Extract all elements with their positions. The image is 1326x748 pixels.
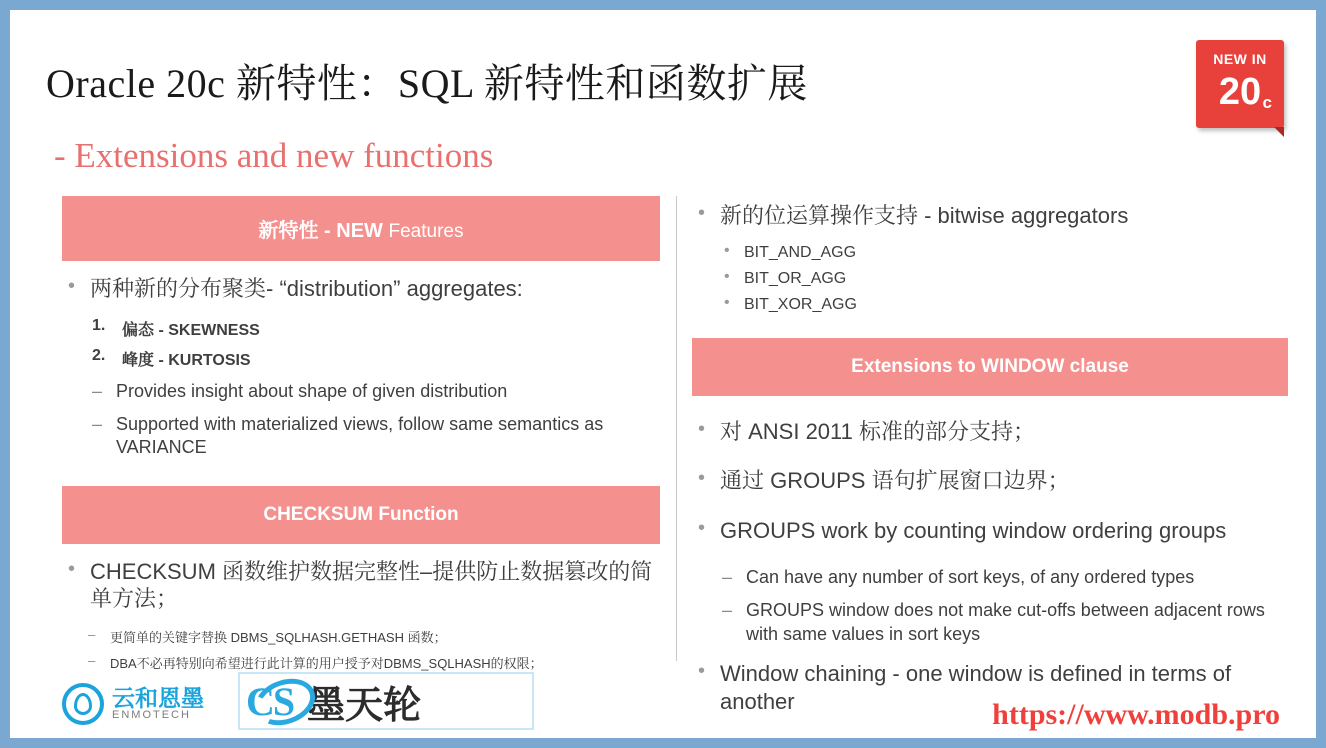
left-bullet-list [62, 275, 662, 303]
list-item: – GROUPS window does not make cut-offs between adjacent rows with same values in sort keys [722, 599, 1288, 646]
badge-fold-corner [1274, 127, 1284, 137]
list-item: – Supported with materialized views, follow same semantics as VARIANCE [92, 413, 662, 460]
list-item: – Provides insight about shape of given distribution [92, 380, 662, 403]
list-item: – 更简单的关键字替换 DBMS_SQLHASH.GETHASH 函数； [88, 627, 662, 646]
banner-window-extensions: Extensions to WINDOW clause [692, 338, 1288, 396]
list-item: • CHECKSUM 函数维护数据完整性–提供防止数据篡改的简单方法； [62, 558, 662, 613]
modb-logo-cs [246, 678, 293, 725]
banner-new-features-cn: 新特性 - NEW [258, 220, 389, 242]
modb-logo-cs-text: CS [246, 678, 294, 724]
banner-checksum-function: CHECKSUM Function [62, 486, 660, 544]
list-item: • Window chaining - one window is defined in terms of another [692, 660, 1288, 715]
right-column [692, 188, 1288, 729]
window-bullet-list [692, 418, 1288, 545]
page-subtitle: - Extensions and new functions [54, 136, 494, 175]
distribution-numbered-list [62, 317, 662, 370]
page-title: Oracle 20c 新特性：SQL 新特性和函数扩展 [46, 61, 808, 106]
list-item: – DBA不必再特别向希望进行此计算的用户授予对DBMS_SQLHASH的权限； [88, 653, 662, 672]
list-item: • BIT_OR_AGG [722, 270, 1288, 288]
checksum-sub-list [62, 627, 662, 672]
enmotech-logo-cn: 云和恩墨 [112, 685, 204, 712]
site-url[interactable]: https://www.modb.pro [992, 698, 1280, 731]
list-item: • 新的位运算操作支持 - bitwise aggregators [692, 202, 1288, 230]
checksum-bullet-list [62, 558, 662, 613]
list-item: • 通过 GROUPS 语句扩展窗口边界； [692, 467, 1288, 495]
badge-suffix: c [1262, 93, 1272, 112]
enmotech-logo [62, 678, 252, 730]
slide [10, 10, 1316, 738]
enmotech-logo-en: ENMOTECH [112, 709, 191, 722]
banner-new-features [62, 196, 660, 261]
list-item: • 两种新的分布聚类- “distribution” aggregates: [62, 275, 662, 303]
list-item: • BIT_AND_AGG [722, 244, 1288, 262]
modb-logo [238, 672, 534, 730]
badge-number: 20 [1218, 71, 1262, 113]
left-column [62, 196, 662, 679]
list-item: • GROUPS work by counting window ordering groups [692, 517, 1288, 545]
new-in-20c-badge [1196, 40, 1284, 128]
modb-logo-cn: 墨天轮 [307, 684, 422, 727]
list-item: – Can have any number of sort keys, of any ordered types [722, 566, 1288, 589]
distribution-detail-list [62, 380, 662, 460]
list-item: • 对 ANSI 2011 标准的部分支持； [692, 418, 1288, 446]
groups-detail-list [692, 566, 1288, 646]
globe-icon [62, 683, 104, 725]
column-divider [676, 196, 677, 661]
badge-top-label: NEW IN [1213, 51, 1267, 67]
bitwise-bullet-list [692, 202, 1288, 230]
banner-new-features-en: Features [388, 221, 464, 242]
list-item: • BIT_XOR_AGG [722, 296, 1288, 314]
list-item: 偏态 - SKEWNESS [122, 321, 260, 339]
bitwise-function-list [692, 244, 1288, 314]
list-item: 峰度 - KURTOSIS [122, 351, 251, 369]
